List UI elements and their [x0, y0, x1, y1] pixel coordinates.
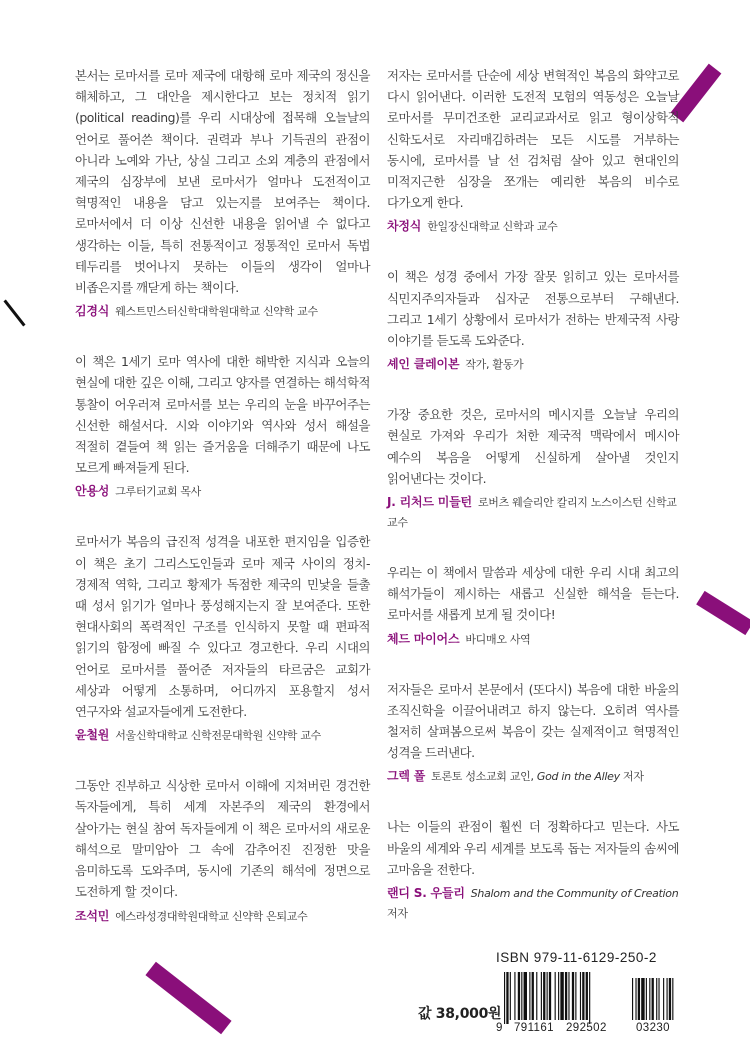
endorsement: [387, 562, 679, 650]
endorsement-text: 나는 이들의 관점이 훨씬 더 정확하다고 믿는다. 사도 바울의 세계와 우리 세계를 보도록 돕는 저자들의 솜씨에 고마움을 전한다.: [387, 819, 679, 877]
endorsement-signature: [75, 481, 370, 502]
endorsement-text: 로마서가 복음의 급진적 성격을 내포한 편지임을 입증한 이 책은 초기 그리스도인들과 로마 제국 사이의 정치-경제적 역학, 그리고 황제가 독점한 제국의 민낯을 들출 때 성서 읽기가 얼마나 풍성해지는지 잘 보여준다. 또한 현대사회의 폭력적인 구조를 인식하지 못할 때 편파적 읽기의 함정에 빠질 수 있다고 경고한다. 우리 시대의 언어로 로마서를 풀어준 저자들의 타르굼은 교회가 세상과 어떻게 소통하며, 어디까지 포용할지 성서 연구자와 설교자들에게 도전한다.: [75, 534, 370, 720]
endorser-title: 에스라성경대학원대학교 신약학 은퇴교수: [115, 909, 308, 923]
endorsement-signature: [75, 906, 370, 927]
endorser-title-book: God in the Alley: [536, 770, 620, 784]
endorsement: [387, 404, 679, 533]
endorsement-signature: [75, 301, 370, 322]
endorser-name: 안용성: [75, 484, 110, 499]
decorative-slash-bottom-left: [145, 962, 231, 1034]
barcode-image: [504, 972, 675, 1024]
endorsement: [75, 531, 370, 746]
endorsement-signature: [387, 883, 679, 924]
endorser-title-book: Shalom and the Community of Creation: [470, 887, 679, 901]
endorsement: [75, 351, 370, 502]
endorsement: [387, 679, 679, 788]
price-label: 값 38,000원: [418, 1006, 502, 1022]
barcode-lead-digit: 9: [496, 1022, 503, 1034]
endorsement-text: 그동안 진부하고 식상한 로마서 이해에 지쳐버린 경건한 독자들에게, 특히 세계 자본주의 제국의 환경에서 살아가는 현실 참여 독자들에게 이 책은 로마서의 새로운 해석으로 말미암아 그 속에 감추어진 진정한 맛을 음미하도록 도와주며, 동시에 기존의 해석에 정면으로 도전하게 할 것이다.: [75, 778, 370, 900]
endorser-name: 김경식: [75, 304, 110, 319]
endorsement: [387, 266, 679, 375]
right-column: [387, 65, 679, 924]
endorser-title: 한일장신대학교 신학과 교수: [427, 220, 558, 234]
endorsement: [75, 775, 370, 926]
endorser-name: 조석민: [75, 908, 110, 923]
endorsement-text: 저자는 로마서를 단순에 세상 변혁적인 복음의 화약고로 다시 읽어낸다. 이러한 도전적 모험의 역동성은 오늘날 로마서를 무미건조한 교리교과서로 읽고 형이상학적 신학도서로 자리매김하려는 모든 시도를 거부하는 동시에, 로마서를 날 선 검처럼 살아 있고 현대인의 미적지근한 심장을 쪼개는 예리한 복음의 비수로 다가오게 한다.: [387, 68, 679, 211]
endorser-title-plain: 토론토 성소교회 교인,: [431, 770, 534, 784]
isbn-label: ISBN 979-11-6129-250-2: [496, 950, 657, 965]
endorser-title: 바디매오 사역: [465, 632, 531, 646]
endorser-title-suffix: 저자: [387, 907, 408, 921]
endorsement-signature: [387, 492, 679, 533]
barcode-addon: 03230: [636, 1022, 670, 1034]
endorser-name: 그렉 폴: [387, 769, 426, 784]
endorsement-signature: [387, 629, 679, 650]
endorsement-signature: [387, 354, 679, 375]
endorser-name: 랜디 S. 우들리: [387, 886, 465, 901]
barcode-group2: 292502: [566, 1022, 607, 1034]
endorsement-text: 이 책은 1세기 로마 역사에 대한 해박한 지식과 오늘의 현실에 대한 깊은 이해, 그리고 양자를 연결하는 해석학적 통찰이 어우러져 로마서를 보는 우리의 눈을 바꾸어주는 신선한 해설서다. 시와 이야기와 역사와 성서 해설을 적절히 곁들여 책 읽는 즐거움을 더해주기 때문에 나도 모르게 빠져들게 된다.: [75, 354, 370, 476]
endorsement-signature: [387, 766, 679, 787]
endorser-name: 차정식: [387, 219, 422, 234]
endorser-title: 그루터기교회 목사: [115, 485, 201, 499]
endorsement: [75, 65, 370, 322]
barcode-group1: 791161: [514, 1022, 554, 1034]
endorser-name: 윤철원: [75, 728, 110, 743]
endorser-name: 셰인 클레이본: [387, 357, 460, 372]
endorser-title: 로버츠 웨슬리안 칼리지 노스이스턴 신학교 교수: [387, 496, 677, 530]
endorser-name: J. 리처드 미들턴: [387, 495, 472, 510]
endorser-title: 웨스트민스터신학대학원대학교 신약학 교수: [115, 305, 318, 319]
endorsement-text: 이 책은 성경 중에서 가장 잘못 읽히고 있는 로마서를 식민지주의자들과 십자군 전통으로부터 구해낸다. 그리고 1세기 상황에서 로마서가 전하는 반제국적 사랑 이야기를 듣도록 도와준다.: [387, 269, 679, 349]
left-column: [75, 65, 370, 927]
endorsement: [387, 65, 679, 237]
endorsement-text: 저자들은 로마서 본문에서 (또다시) 복음에 대한 바울의 조직신학을 이끌어내려고 하지 않는다. 오히려 역사를 철저히 살펴봄으로써 복음이 갖는 실제적이고 혁명적인 성격을 드러낸다.: [387, 681, 679, 761]
endorser-title: 서울신학대학교 신학전문대학원 신약학 교수: [115, 729, 321, 743]
endorsement-text: 가장 중요한 것은, 로마서의 메시지를 오늘날 우리의 현실로 가져와 우리가 처한 제국적 맥락에서 메시아 예수의 복음을 어떻게 신실하게 살아낼 것인지 읽어낸다는 것이다.: [387, 407, 679, 486]
endorsement-text: 우리는 이 책에서 말씀과 세상에 대한 우리 시대 최고의 해석가들이 제시하는 새롭고 신실한 해석을 듣는다. 로마서를 새롭게 보게 될 것이다!: [387, 565, 679, 623]
endorsement-text: 본서는 로마서를 로마 제국에 대항해 로마 제국의 정신을 해체하고, 그 대안을 제시한다고 보는 정치적 읽기(political reading)를 우리 시대상에 접목해 오늘날의 언어로 풀어쓴 책이다. 권력과 부나 기득권의 관점이 아니라 노예와 가난, 상실 그리고 소외 계층의 관점에서 제국의 심장부에 보낸 로마서가 얼마나 도전적이고 혁명적인 내용을 담고 있는지를 보여주는 책이다. 로마서에서 더 이상 신선한 내용을 읽어낼 수 없다고 생각하는 이들, 특히 전통적이고 정통적인 로마서 독법 테두리를 벗어나지 못하는 이들의 생각이 얼마나 비좁은지를 깨닫게 하는 책이다.: [75, 68, 370, 296]
decorative-slash-left: [3, 299, 25, 326]
endorser-title: 작가, 활동가: [465, 358, 524, 372]
endorsement-signature: [75, 725, 370, 746]
endorser-title-suffix: 저자: [623, 770, 644, 784]
decorative-slash-right-middle: [696, 591, 750, 635]
endorsement: [387, 816, 679, 924]
endorsement-signature: [387, 216, 679, 237]
endorser-name: 체드 마이어스: [387, 631, 460, 646]
